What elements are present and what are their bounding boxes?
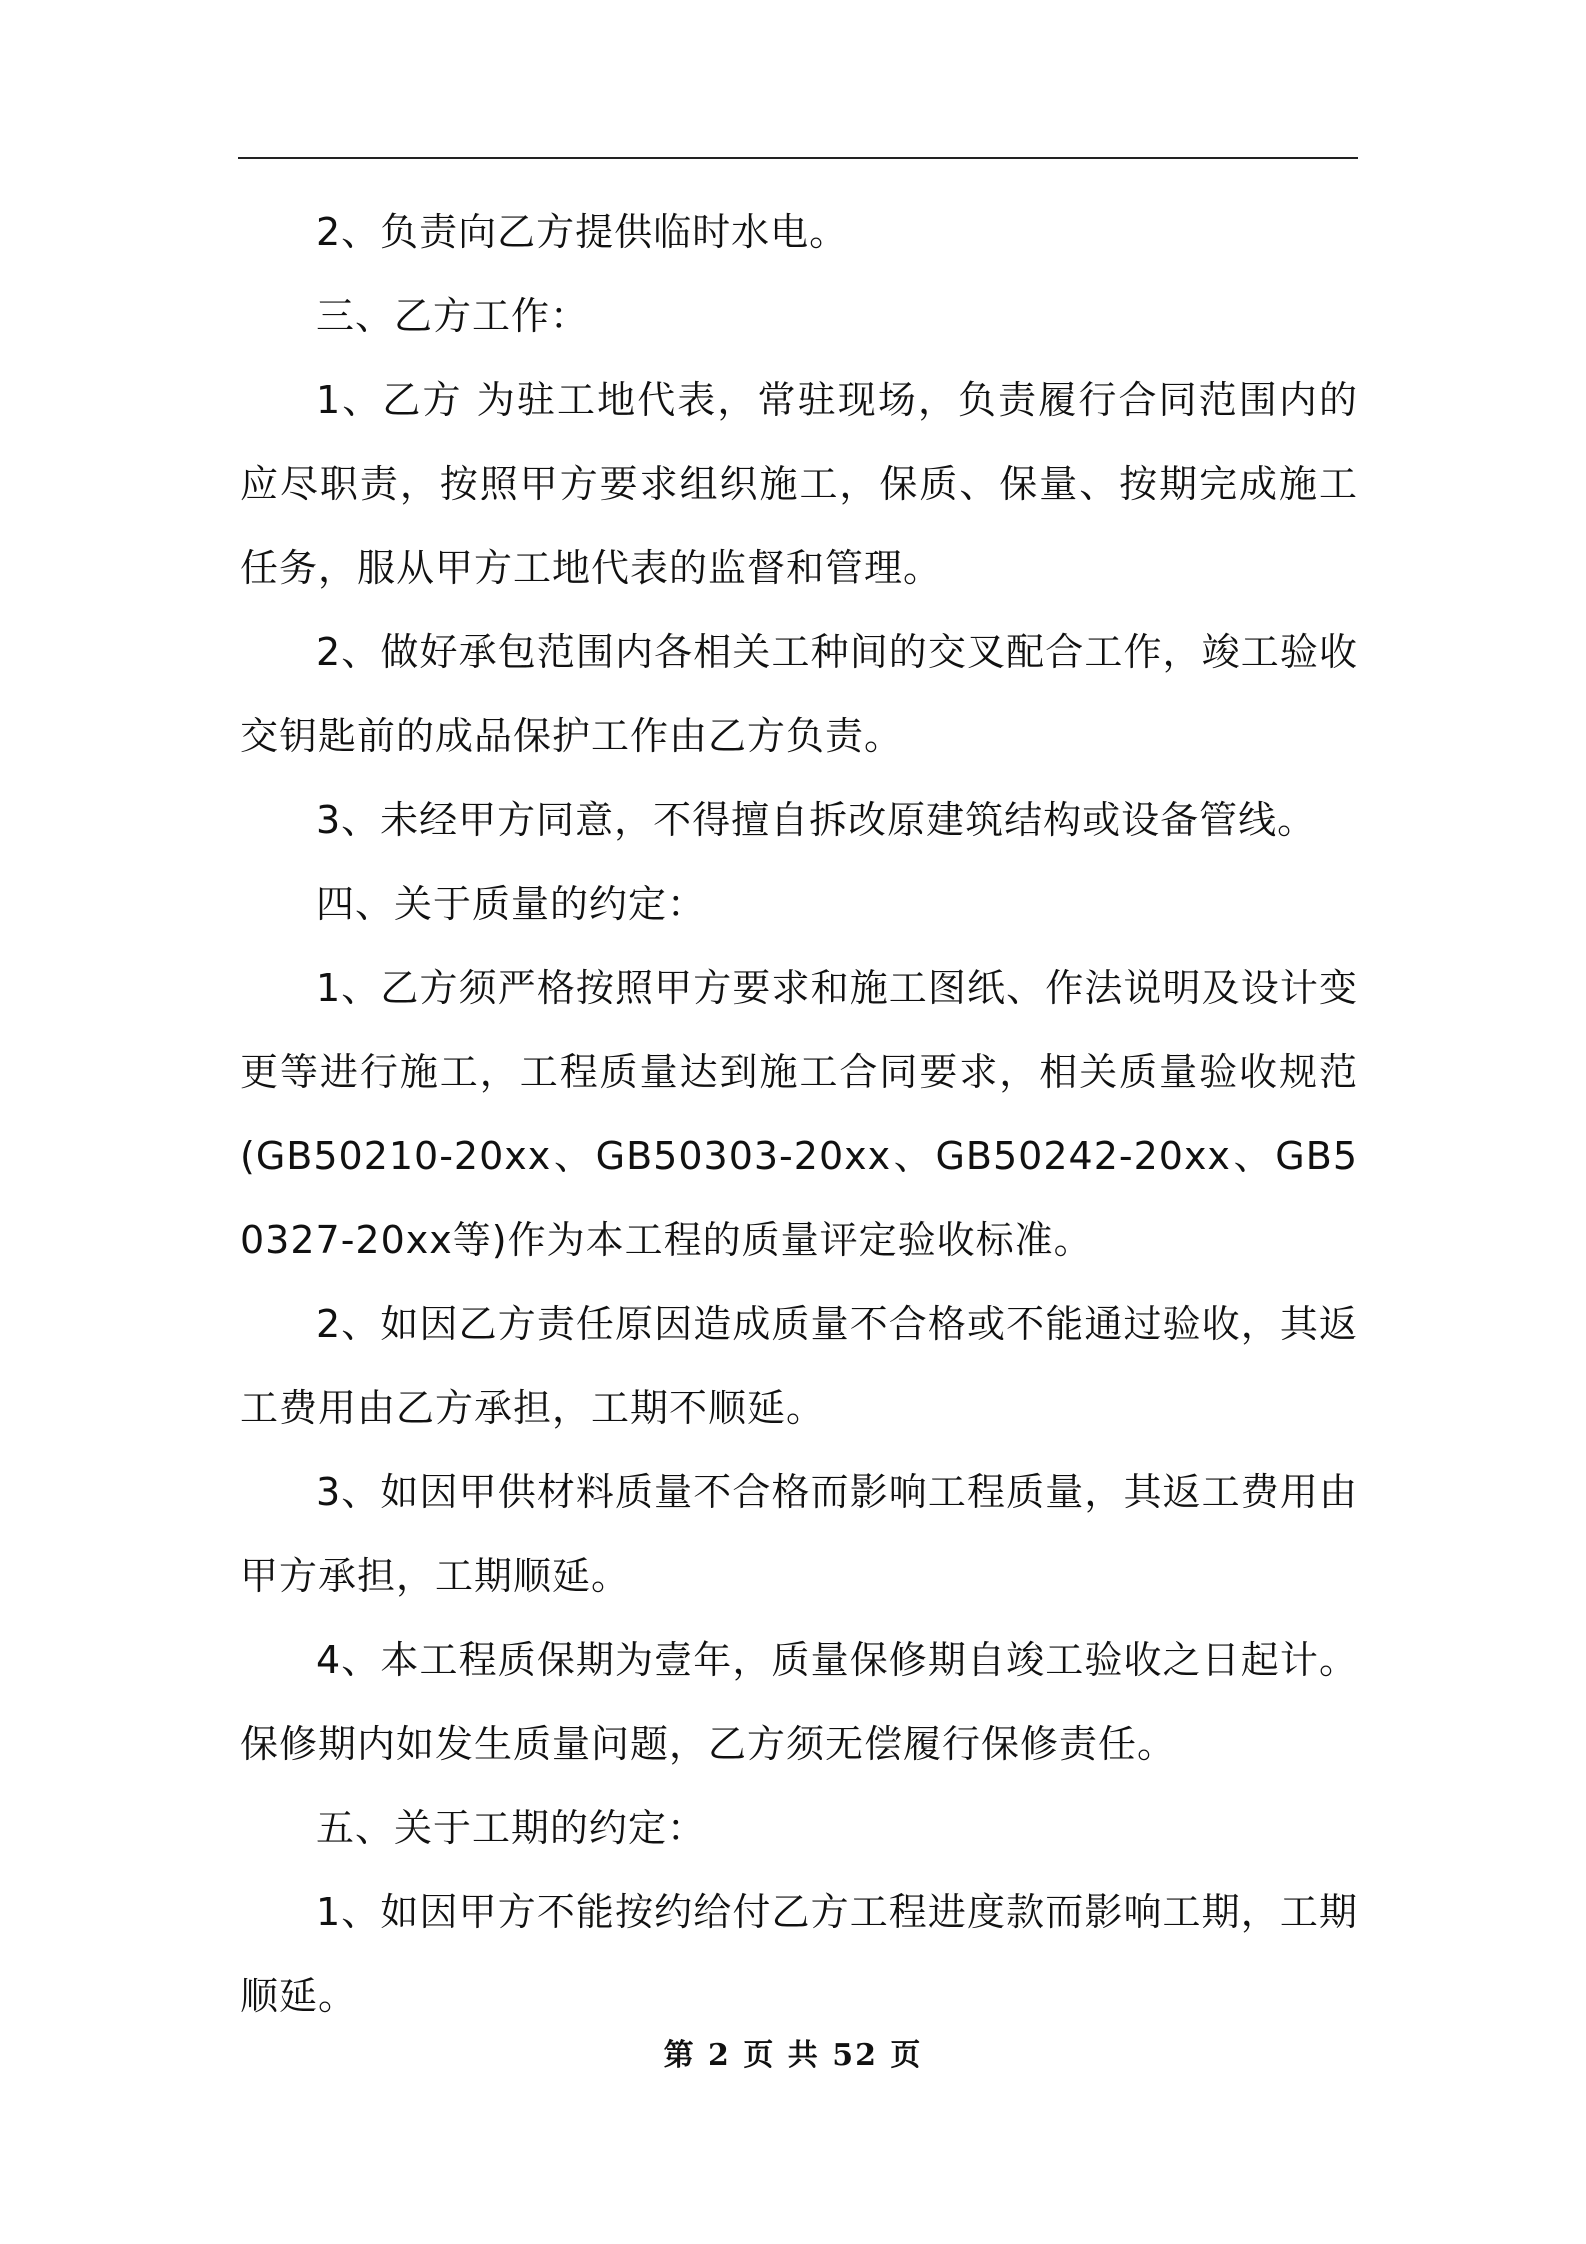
document-body	[240, 190, 1358, 2038]
paragraph-schedule-extension: 1、如因甲方不能按约给付乙方工程进度款而影响工期，工期顺延。	[240, 1890, 1358, 2018]
paragraph-coordination: 2、做好承包范围内各相关工种间的交叉配合工作，竣工验收交钥匙前的成品保护工作由乙方负责。	[240, 630, 1358, 758]
section-heading-schedule: 五、关于工期的约定：	[316, 1806, 707, 1850]
paragraph-warranty: 4、本工程质保期为壹年，质量保修期自竣工验收之日起计。保修期内如发生质量问题，乙方须无偿履行保修责任。	[240, 1638, 1358, 1766]
paragraph-site-representative: 1、乙方 为驻工地代表，常驻现场，负责履行合同范围内的应尽职责，按照甲方要求组织施工，保质、保量、按期完成施工任务，服从甲方工地代表的监督和管理。	[240, 378, 1358, 590]
header-rule	[238, 157, 1358, 159]
paragraph-rework-party-b: 2、如因乙方责任原因造成质量不合格或不能通过验收，其返工费用由乙方承担，工期不顺延。	[240, 1302, 1358, 1430]
paragraph-quality-standards: 1、乙方须严格按照甲方要求和施工图纸、作法说明及设计变更等进行施工，工程质量达到施工合同要求，相关质量验收规范(GB50210-20xx、GB50303-20xx、GB50242-20xx、GB50327-20xx等)作为本工程的质量评定验收标准。	[240, 966, 1358, 1262]
section-heading-party-b-work: 三、乙方工作：	[316, 294, 590, 338]
section-heading-quality: 四、关于质量的约定：	[316, 882, 707, 926]
page-number-label: 第 2 页 共 52 页	[663, 2038, 923, 2073]
paragraph-rework-party-a: 3、如因甲供材料质量不合格而影响工程质量，其返工费用由甲方承担，工期顺延。	[240, 1470, 1358, 1598]
page-number-footer	[0, 2030, 1586, 2074]
paragraph-supply-utilities: 2、负责向乙方提供临时水电。	[316, 210, 849, 254]
paragraph-no-alteration: 3、未经甲方同意，不得擅自拆改原建筑结构或设备管线。	[316, 798, 1317, 842]
